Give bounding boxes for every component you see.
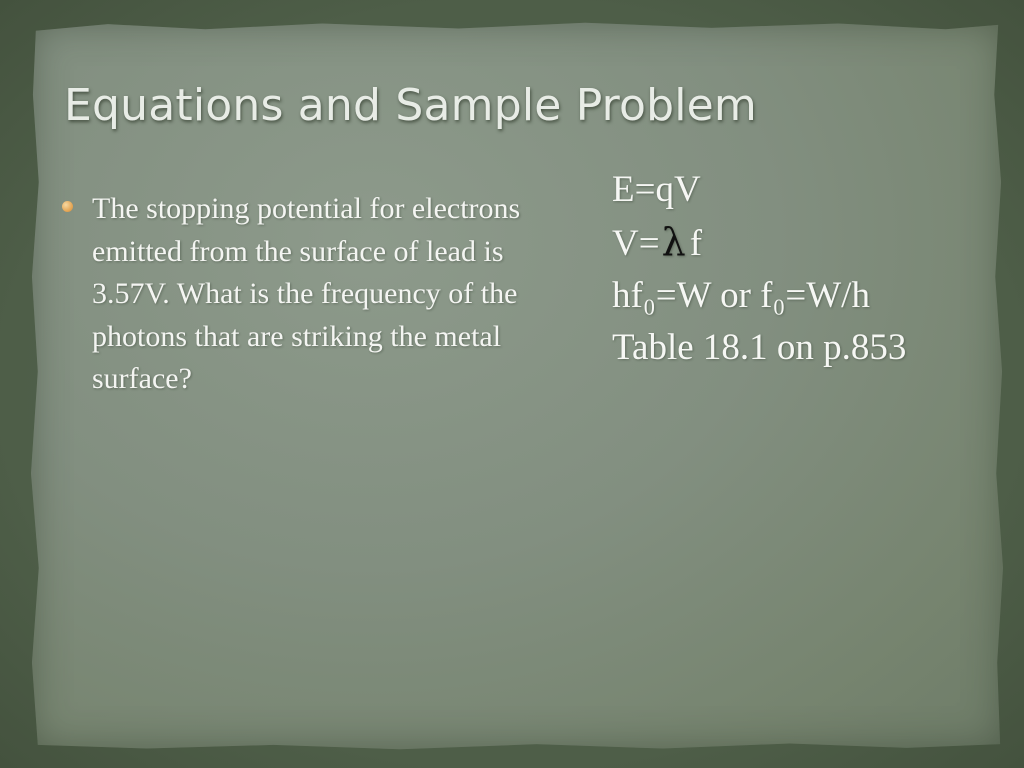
slide-title: Equations and Sample Problem: [64, 80, 757, 131]
bullet-item-problem: The stopping potential for electrons emitted from the surface of lead is 3.57V. What is the frequency of the photons that are striking the metal surface?: [92, 192, 521, 395]
equation-wave: [612, 216, 906, 270]
equation-wave-suffix: f: [689, 223, 703, 264]
table-reference: Table 18.1 on p.853: [612, 327, 907, 368]
equations-block: [612, 164, 906, 374]
lambda-symbol: λ: [661, 220, 686, 264]
equation-energy: E=qV: [612, 169, 701, 210]
equation-threshold: hf₀=W or f₀=W/h: [612, 275, 870, 316]
bullet-dot-icon: [62, 201, 73, 212]
equation-wave-prefix: V=: [612, 223, 660, 264]
